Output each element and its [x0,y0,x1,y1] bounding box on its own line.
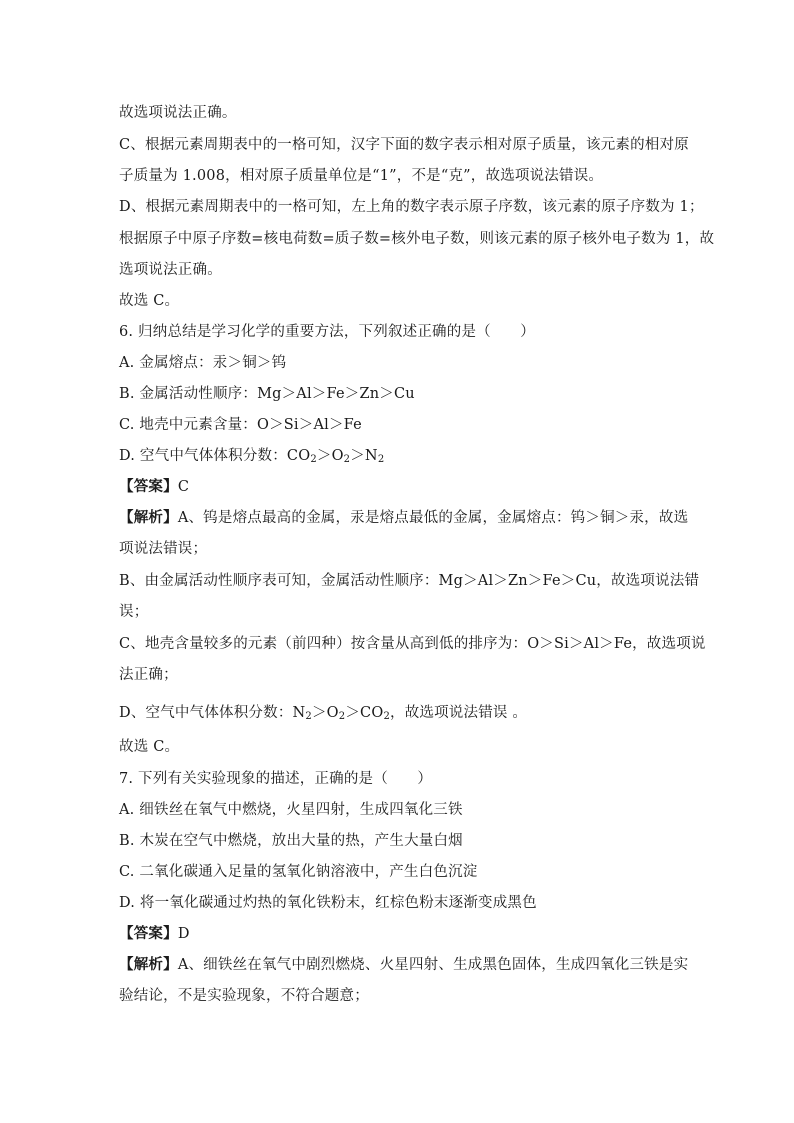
text-line: 子质量为 1.008，相对原子质量单位是“1”，不是“克”，故选项说法错误。 [119,168,604,184]
text-line: 根据原子中原子序数=核电荷数=质子数=核外电子数，则该元素的原子核外电子数为 1，故 [119,231,715,247]
question-6-option-d: D. 空气中气体体积分数：$CO_2>O_2>N_2$ [119,448,385,465]
question-7-option-d: D. 将一氧化碳通过灼热的氧化铁粉末，红棕色粉末逐渐变成黑色 [119,895,537,911]
text-line: 验结论，不是实验现象，不符合题意； [119,988,369,1004]
text-line: C、地壳含量较多的元素（前四种）按含量从高到低的排序为：O＞Si＞Al＞Fe，故选项说 [119,636,706,652]
text-line: D、根据元素周期表中的一格可知，左上角的数字表示原子序数，该元素的原子序数为 1； [119,199,704,215]
text-line: 故选 C。 [119,739,180,755]
analysis-line: 【解析】A、钨是熔点最高的金属，汞是熔点最低的金属，金属熔点：钨＞铜＞汞，故选 [119,509,689,526]
text-line: 选项说法正确。 [119,262,222,278]
answer-line: 【答案】C [119,478,190,495]
analysis-label: 【解析】 [119,956,178,973]
question-6-option-c: C. 地壳中元素含量：O＞Si＞Al＞Fe [119,417,362,433]
text-line: 故选 C。 [119,293,180,309]
text-line: C、根据元素周期表中的一格可知，汉字下面的数字表示相对原子质量，该元素的相对原 [119,137,689,153]
question-7-stem: 7. 下列有关实验现象的描述，正确的是（ ） [119,771,433,787]
question-7-option-c: C. 二氧化碳通入足量的氢氧化钠溶液中，产生白色沉淀 [119,864,478,880]
question-6-option-a: A. 金属熔点：汞＞铜＞钨 [119,355,287,371]
answer-line: 【答案】D [119,925,190,942]
text-line: D、空气中气体体积分数：$N_2>O_2>CO_2$，故选项说法错误 。 [119,705,528,722]
answer-label: 【答案】 [119,478,178,495]
text-line: 故选项说法正确。 [119,105,237,121]
text-line: B、由金属活动性顺序表可知，金属活动性顺序：Mg＞Al＞Zn＞Fe＞Cu，故选项说法错 [119,573,700,589]
text-line: 法正确； [119,667,178,683]
analysis-line: 【解析】A、细铁丝在氧气中剧烈燃烧、火星四射、生成黑色固体，生成四氧化三铁是实 [119,956,689,973]
text-line: 误； [119,604,149,620]
answer-label: 【答案】 [119,925,178,942]
question-6-option-b: B. 金属活动性顺序：Mg＞Al＞Fe＞Zn＞Cu [119,386,415,402]
analysis-label: 【解析】 [119,509,178,526]
question-6-stem: 6. 归纳总结是学习化学的重要方法，下列叙述正确的是（ ） [119,324,535,340]
question-7-option-b: B. 木炭在空气中燃烧，放出大量的热，产生大量白烟 [119,833,463,849]
text-line: 项说法错误； [119,541,208,557]
question-7-option-a: A. 细铁丝在氧气中燃烧，火星四射，生成四氧化三铁 [119,802,463,818]
